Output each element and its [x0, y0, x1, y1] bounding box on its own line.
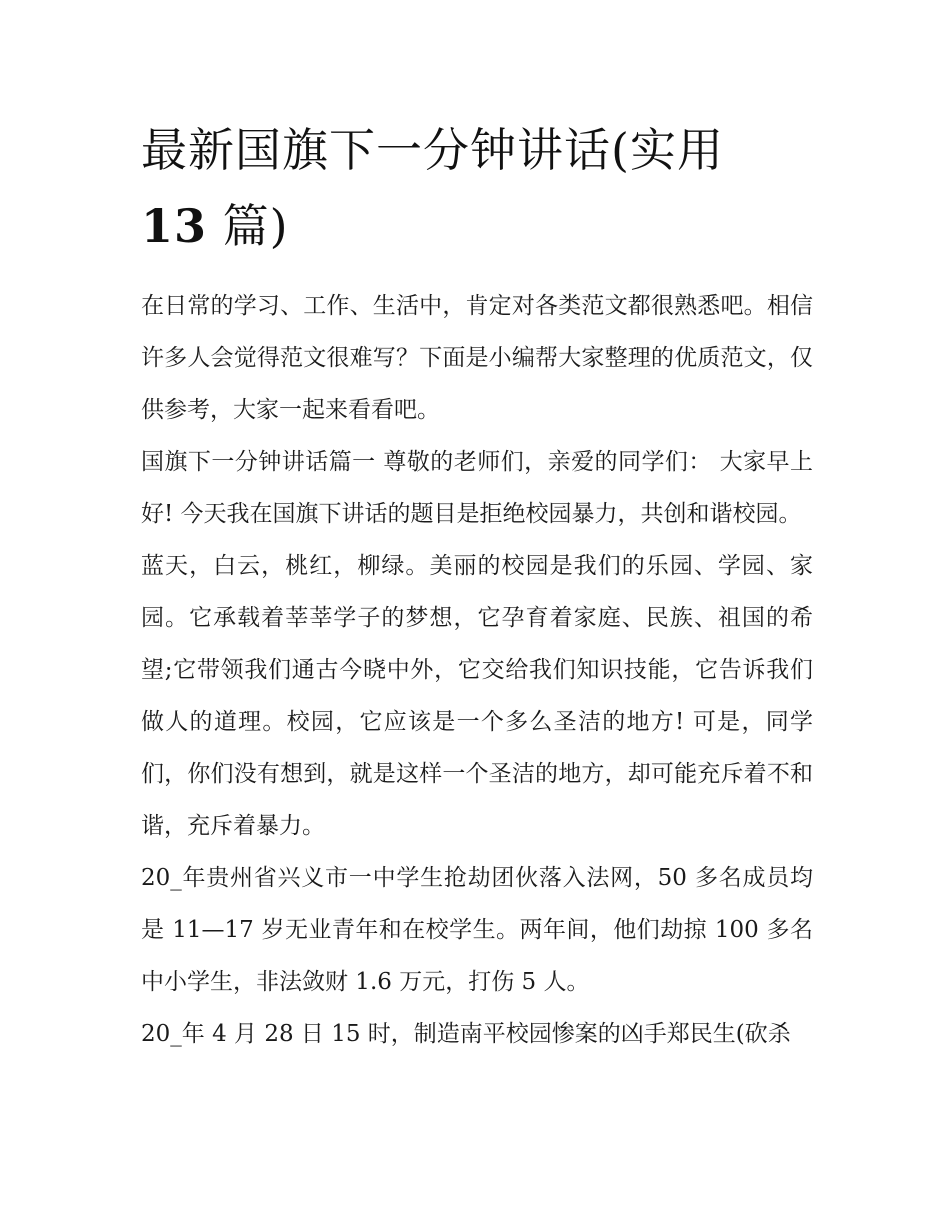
- paragraph-case-1: 20_年贵州省兴义市一中学生抢劫团伙落入法网，50 多名成员均是 11—17 岁无业青年和在校学生。两年间，他们劫掠 100 多名中小学生，非法敛财 1.6 万元，打伤 5 人。: [141, 865, 813, 995]
- paragraph-campus: 蓝天，白云，桃红，柳绿。美丽的校园是我们的乐园、学园、家园。它承载着莘莘学子的梦想，它孕育着家庭、民族、祖国的希望;它带领我们通古今晓中外，它交给我们知识技能，它告诉我们做人的道理。校园，它应该是一个多么圣洁的地方! 可是，同学们，你们没有想到，就是这样一个圣洁的地方，却可能充斥着不和谐，充斥着暴力。: [141, 553, 813, 839]
- document-body: [141, 112, 813, 1060]
- paragraph-intro: 在日常的学习、工作、生活中，肯定对各类范文都很熟悉吧。相信许多人会觉得范文很难写？下面是小编帮大家整理的优质范文，仅供参考，大家一起来看看吧。: [141, 293, 813, 423]
- title-line-1: 最新国旗下一分钟讲话(实用: [141, 123, 724, 177]
- document-title: [141, 112, 813, 264]
- title-number: 13: [141, 199, 208, 253]
- title-line-2: 篇): [207, 199, 289, 253]
- paragraph-case-2: 20_年 4 月 28 日 15 时，制造南平校园惨案的凶手郑民生(砍杀: [141, 1021, 791, 1047]
- paragraph-speech-opening: 国旗下一分钟讲话篇一 尊敬的老师们，亲爱的同学们： 大家早上好! 今天我在国旗下讲话的题目是拒绝校园暴力，共创和谐校园。: [141, 449, 813, 527]
